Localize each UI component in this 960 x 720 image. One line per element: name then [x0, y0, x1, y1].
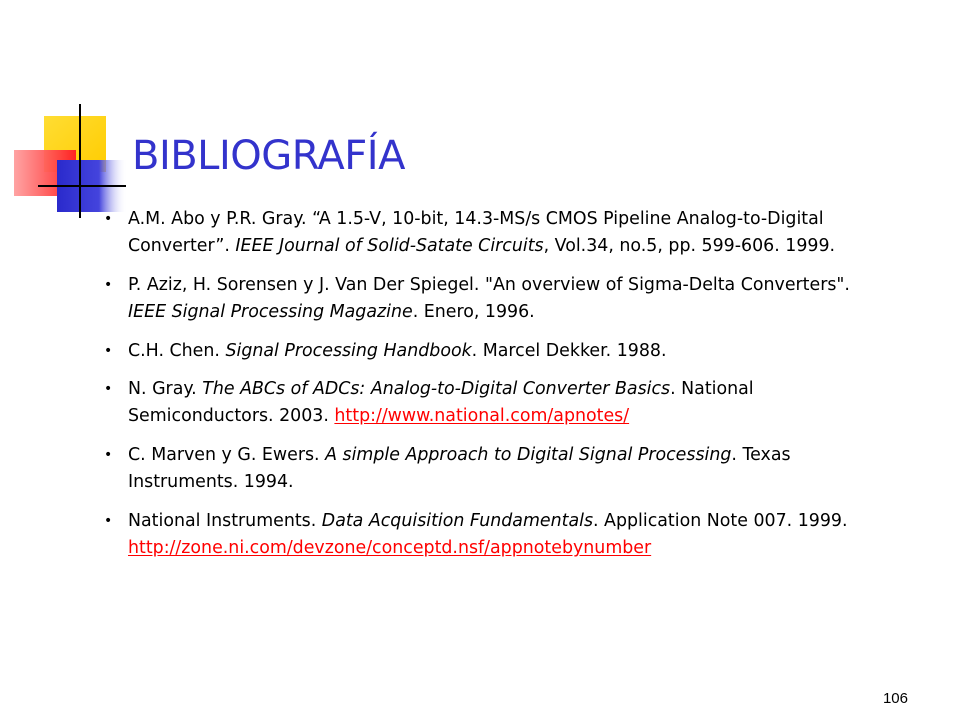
- reference-title: The ABCs of ADCs: Analog-to-Digital Converter Basics: [202, 379, 671, 399]
- reference-item: [104, 442, 864, 496]
- reference-link[interactable]: http://www.national.com/apnotes/: [334, 406, 630, 426]
- reference-text: A.M. Abo y P.R. Gray. “A 1.5-V, 10-bit, 14.3-MS/s CMOS Pipeline Analog-to-Digital Converter”.: [128, 209, 824, 256]
- reference-title: Signal Processing Handbook: [225, 341, 472, 361]
- page-number: 106: [882, 690, 908, 707]
- reference-item: [104, 272, 864, 326]
- bullet-dot-icon: •: [104, 513, 113, 529]
- reference-link[interactable]: http://zone.ni.com/devzone/conceptd.nsf/appnotebynumber: [128, 538, 652, 558]
- reference-details: . National Semiconductors. 2003.: [128, 379, 754, 426]
- reference-text: National Instruments.: [128, 511, 322, 531]
- bullet-dot-icon: •: [104, 447, 113, 463]
- reference-details: . Texas Instruments. 1994.: [128, 445, 791, 492]
- reference-text: N. Gray.: [128, 379, 203, 399]
- reference-details: . Enero, 1996.: [412, 302, 535, 322]
- slide-title: BIBLIOGRAFÍA: [132, 133, 405, 179]
- reference-item: [104, 376, 864, 430]
- title-decoration-graphic: [0, 0, 130, 230]
- bullet-dot-icon: •: [104, 211, 113, 227]
- reference-journal: IEEE Journal of Solid-Satate Circuits: [235, 236, 544, 256]
- reference-item: [104, 508, 864, 562]
- reference-title: A simple Approach to Digital Signal Processing: [325, 445, 732, 465]
- reference-text: C.H. Chen.: [128, 341, 226, 361]
- reference-text: C. Marven y G. Ewers.: [128, 445, 326, 465]
- reference-details: . Application Note 007. 1999.: [593, 511, 848, 531]
- reference-details: , Vol.34, no.5, pp. 599-606. 1999.: [543, 236, 836, 256]
- bibliography-list: [104, 206, 864, 574]
- reference-item: [104, 338, 864, 365]
- bullet-dot-icon: •: [104, 277, 113, 293]
- bullet-dot-icon: •: [104, 343, 113, 359]
- reference-journal: IEEE Signal Processing Magazine: [128, 302, 413, 322]
- reference-item: [104, 206, 864, 260]
- reference-details: . Marcel Dekker. 1988.: [471, 341, 667, 361]
- bullet-dot-icon: •: [104, 381, 113, 397]
- reference-title: Data Acquisition Fundamentals: [321, 511, 593, 531]
- reference-text: P. Aziz, H. Sorensen y J. Van Der Spiegel. "An overview of Sigma-Delta Converters".: [128, 275, 850, 295]
